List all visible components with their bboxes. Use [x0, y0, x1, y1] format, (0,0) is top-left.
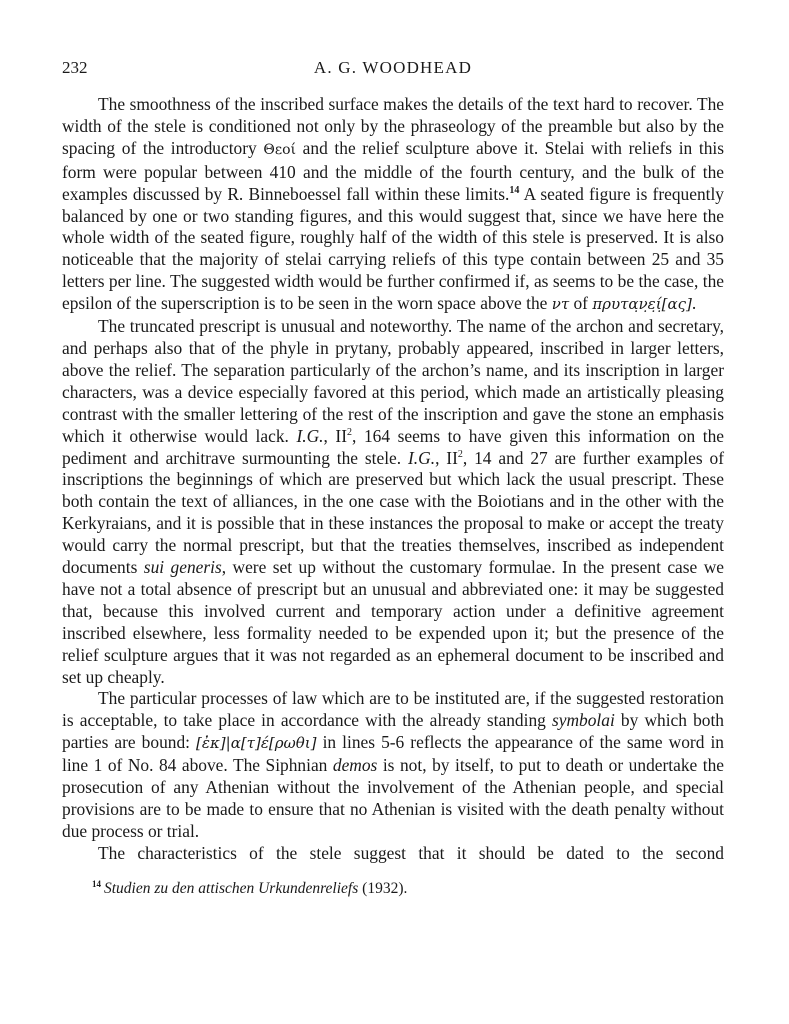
footnote [62, 879, 724, 898]
page-number: 232 [62, 58, 88, 77]
page [62, 58, 724, 898]
footnote-year: (1932). [358, 879, 408, 897]
italic-sui-generis: sui generis [143, 557, 222, 578]
page-header [62, 58, 724, 82]
paragraph-1: The smoothness of the inscribed surface makes the details of the text hard to recover. The width of the stele is conditioned not only by the phraseology of the preamble but also by the spacing of the introductory Θεοί and the relief sculpture above it. Stelai with reliefs in this form were popular between 410 and the middle of the fourth century, and the bulk of the examples discussed by R. Binneboessel fall within these limits.$^{14}$ A seated figure is frequently balanced by one or two standing figures, and this would suggest that, since we have here the whole width of the seated figure, roughly half of the width of this stele is preserved. It is also noticeable that the majority of stelai carrying reliefs of this type contain between 25 and 35 letters per line. The suggested width would be further confirmed if, as seems to be the case, the epsilon of the superscription is to be seen in the worn space above the ντ of πρυτα̣ν̣ε̣ί̣[ας]. [62, 94, 724, 314]
paragraph-2: The truncated prescript is unusual and noteworthy. The name of the archon and secretary, and perhaps also that of the phyle in prytany, probably appeared, inscribed in larger letters, above the relief. The separation particularly of the archon’s name, and its inscription in larger characters, was a device especially favored at this period, which made an artistically pleasing contrast with the smaller lettering of the rest of the inscription and gave the stone an emphasis which it otherwise would lack. I.G., $II^2$, 164 seems to have given this information on the pediment and architrave surmounting the stele. I.G., $II^2$, 14 and 27 are further examples of inscriptions the beginnings of which are preserved but which lack the usual prescript. These both contain the text of alliances, in the one case with the Boiotians and in the other with the Kerkyraians, and it is possible that in these instances the proposal to make or accept the treaty would carry the normal prescript, but that the treaties themselves, inscribed as independent documents sui generis, were set up without the customary formulae. In the present case we have not a total absence of prescript but an unusual and abbreviated one: it may be suggested that, because this involved current and temporary action under a definitive agreement inscribed elsewhere, less formality needed to be expended upon it; but the presence of the relief sculpture argues that it was not regarded as an ephemeral document to be inscribed and set up cheaply. [62, 316, 724, 687]
greek-nt: ντ [551, 295, 570, 314]
footnote-mark: 14 [92, 878, 101, 889]
greek-prytaneias: πρυτα̣ν̣ε̣ί̣[ας] [592, 295, 692, 314]
ig-citation: I.G. [408, 447, 436, 468]
superscript: 2 [347, 426, 353, 438]
italic-symbolai: symbolai [551, 710, 615, 731]
footnote-reference: 14 [509, 184, 520, 196]
greek-theoi: Θεοί [263, 141, 297, 158]
greek-restoration: [ἐκ]|α[τ]έ[ρωθι] [196, 734, 317, 753]
ig-citation: I.G. [296, 425, 324, 446]
superscript: 2 [457, 448, 463, 460]
running-head: A. G. WOODHEAD [313, 58, 473, 77]
footnote-title: Studien zu den attischen Urkundenreliefs [104, 879, 359, 897]
body-text [62, 94, 724, 865]
italic-demos: demos [332, 755, 378, 776]
paragraph-4: The characteristics of the stele suggest that it should be dated to the second [98, 842, 724, 863]
paragraph-3: The particular processes of law which are to be instituted are, if the suggested restoration is acceptable, to take place in accordance with the already standing symbolai by which both parties are bound: [ἐκ]|α[τ]έ[ρωθι] in lines 5-6 reflects the appearance of the same word in line 1 of No. 84 above. The Siphnian demos is not, by itself, to put to death or undertake the prosecution of any Athenian without the involvement of the Athenian people, and special provisions are to be made to ensure that no Athenian is visited with the death penalty without due process or trial. [62, 688, 725, 841]
